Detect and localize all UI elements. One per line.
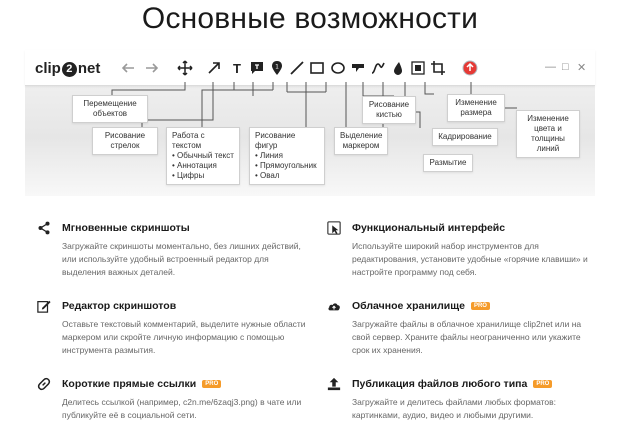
maximize-button[interactable]: □ xyxy=(562,61,569,73)
pro-badge: PRO xyxy=(202,380,221,388)
resize-icon[interactable] xyxy=(409,59,427,77)
feature-description: Загружайте и делитесь файлами любых форматов: картинками, аудио, видео и любыми другими. xyxy=(352,397,557,420)
feature-instant-screenshots xyxy=(36,220,306,279)
cloud-upload-icon xyxy=(326,298,342,314)
ellipse-icon[interactable] xyxy=(329,59,347,77)
undo-icon[interactable] xyxy=(121,59,139,77)
feature-title: Функциональный интерфейс xyxy=(352,222,506,234)
feature-title: Редактор скриншотов xyxy=(62,300,177,312)
annotation-icon[interactable] xyxy=(248,59,266,77)
blur-icon[interactable] xyxy=(389,59,407,77)
callout-text-item: • Аннотация xyxy=(172,161,217,170)
pro-badge: PRO xyxy=(471,302,490,310)
brush-icon[interactable] xyxy=(369,59,387,77)
callout-shapes-item: • Линия xyxy=(255,151,283,160)
feature-functional-interface xyxy=(326,220,596,279)
minimize-button[interactable]: — xyxy=(545,61,556,73)
feature-description: Загружайте файлы в облачное хранилище clip2net или на свой сервер. Храните файлы неограниченно или укажите срок их хранения. xyxy=(352,319,582,355)
callout-arrows: Рисование стрелок xyxy=(92,127,158,155)
number-icon[interactable] xyxy=(268,59,286,77)
callout-blur: Размытие xyxy=(423,154,473,172)
redo-icon[interactable] xyxy=(141,59,159,77)
editor-toolbar xyxy=(25,50,595,86)
feature-title: Короткие прямые ссылки xyxy=(62,378,197,390)
callout-marker: Выделение маркером xyxy=(334,127,388,155)
feature-title: Публикация файлов любого типа xyxy=(352,378,528,390)
feature-description: Делитесь ссылкой (например, c2n.me/6zaqj3.png) в чате или публикуйте её в социальной сети. xyxy=(62,397,302,420)
callout-text-head: Работа с текстом xyxy=(172,131,205,150)
callout-crop: Кадрирование xyxy=(432,128,498,146)
text-icon[interactable]: T xyxy=(233,60,241,76)
feature-title: Мгновенные скриншоты xyxy=(62,222,190,234)
marker-icon[interactable] xyxy=(349,59,367,77)
callout-color: Изменение цвета и толщины линий xyxy=(516,110,580,158)
feature-short-links xyxy=(36,376,306,422)
feature-title: Облачное хранилище xyxy=(352,300,465,312)
clip2net-logo: clip 2 net xyxy=(35,60,101,77)
line-icon[interactable] xyxy=(288,59,306,77)
callout-text-item: • Цифры xyxy=(172,171,205,180)
feature-cloud-storage xyxy=(326,298,596,357)
upload-icon xyxy=(326,376,342,392)
callout-shapes-item: • Овал xyxy=(255,171,280,180)
callout-shapes xyxy=(249,127,325,185)
cursor-icon xyxy=(326,220,342,236)
rectangle-icon[interactable] xyxy=(308,59,326,77)
feature-file-publishing xyxy=(326,376,596,422)
edit-icon xyxy=(36,298,52,314)
crop-icon[interactable] xyxy=(429,59,447,77)
close-button[interactable]: ✕ xyxy=(577,62,587,74)
link-icon xyxy=(36,376,52,392)
callout-resize: Изменение размера xyxy=(447,94,505,122)
callout-brush: Рисование кистью xyxy=(362,96,416,124)
callout-move: Перемещение объектов xyxy=(72,95,148,123)
callout-shapes-item: • Прямоугольник xyxy=(255,161,317,170)
callout-text-item: • Обычный текст xyxy=(172,151,234,160)
feature-description: Загружайте скриншоты моментально, без лишних действий, или используйте удобный встроенный редактор для выделения важных деталей. xyxy=(62,241,301,277)
feature-description: Оставьте текстовый комментарий, выделите нужные области маркером или скройте личную информацию с помощью инструмента размытия. xyxy=(62,319,306,355)
pro-badge: PRO xyxy=(533,380,552,388)
feature-screenshot-editor xyxy=(36,298,306,357)
callout-text xyxy=(166,127,240,185)
page-title: Основные возможности xyxy=(141,2,479,35)
arrow-icon[interactable] xyxy=(205,59,223,77)
feature-description: Используйте широкий набор инструментов для редактирования, установите удобные «горячие клавиши» и настройте программу под себя. xyxy=(352,241,588,277)
share-icon xyxy=(36,220,52,236)
move-icon[interactable] xyxy=(176,59,194,77)
svg-text:1: 1 xyxy=(275,63,279,71)
callout-shapes-head: Рисование фигур xyxy=(255,131,296,150)
color-icon[interactable] xyxy=(461,59,479,77)
